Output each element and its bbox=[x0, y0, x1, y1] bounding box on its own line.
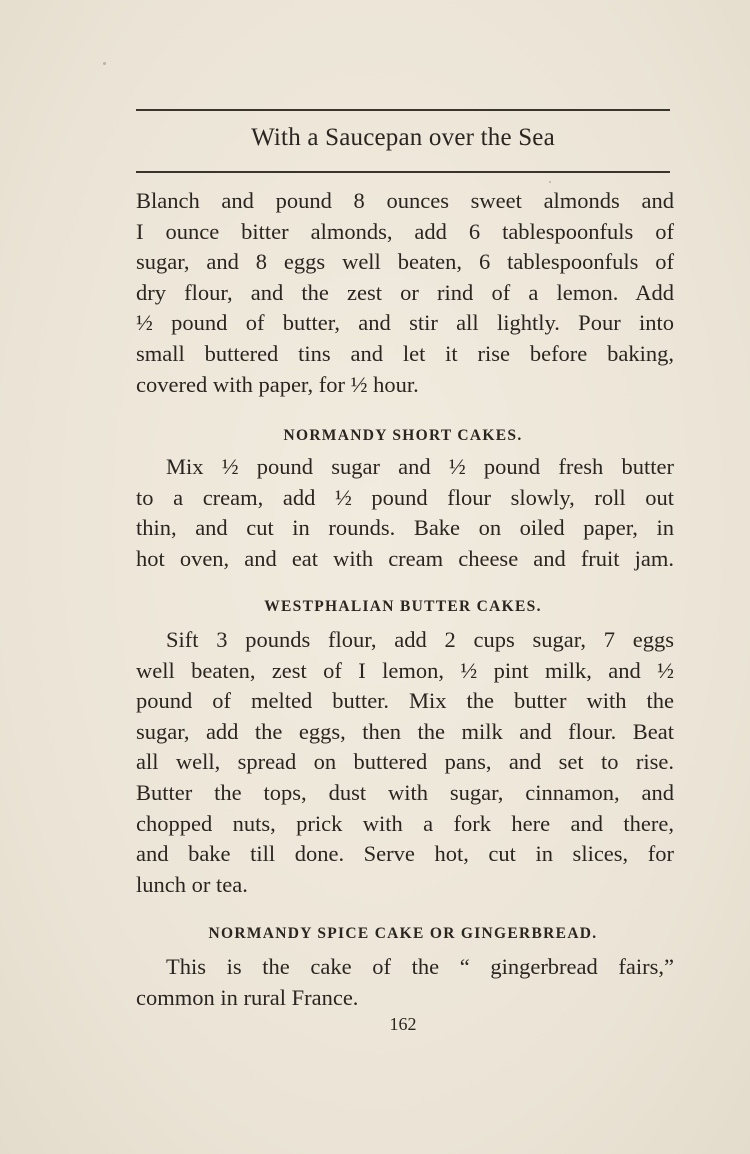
text-line: lunch or tea. bbox=[136, 871, 248, 897]
paper-speck bbox=[103, 62, 106, 65]
recipe-heading: WESTPHALIAN BUTTER CAKES. bbox=[264, 598, 542, 615]
text-line: dry flour, and the zest or rind of a lemon. Add bbox=[136, 279, 674, 305]
text-line: to a cream, add ½ pound flour slowly, roll out bbox=[136, 484, 674, 510]
text-line: ½ pound of butter, and stir all lightly. Pour into bbox=[136, 310, 674, 336]
header-rule-bottom bbox=[136, 171, 670, 173]
recipe-body bbox=[136, 952, 674, 1013]
text-line: pound of melted butter. Mix the butter with the bbox=[136, 688, 674, 714]
text-line: Mix ½ pound sugar and ½ pound fresh butter bbox=[166, 454, 674, 479]
text-line: thin, and cut in rounds. Bake on oiled paper, in bbox=[136, 515, 674, 541]
text-line: sugar, add the eggs, then the milk and flour. Beat bbox=[136, 718, 674, 744]
text-line: sugar, and 8 eggs well beaten, 6 tablespoonfuls of bbox=[136, 249, 674, 275]
intro-paragraph bbox=[136, 186, 674, 400]
text-line: small buttered tins and let it rise before baking, bbox=[136, 340, 674, 366]
header-rule-top bbox=[136, 109, 670, 111]
recipe-heading: NORMANDY SPICE CAKE OR GINGERBREAD. bbox=[208, 925, 598, 942]
text-line: I ounce bitter almonds, add 6 tablespoonfuls of bbox=[136, 218, 674, 244]
text-line: covered with paper, for ½ hour. bbox=[136, 371, 419, 397]
recipe-body bbox=[136, 625, 674, 900]
recipe-body bbox=[136, 452, 674, 574]
text-line: all well, spread on buttered pans, and set to rise. bbox=[136, 749, 674, 775]
text-line: This is the cake of the “ gingerbread fairs,” bbox=[166, 954, 674, 979]
text-line: and bake till done. Serve hot, cut in slices, for bbox=[136, 841, 674, 867]
text-line: common in rural France. bbox=[136, 984, 359, 1010]
running-head: With a Saucepan over the Sea bbox=[251, 124, 555, 151]
text-line: hot oven, and eat with cream cheese and fruit jam. bbox=[136, 545, 674, 571]
paper-speck bbox=[549, 181, 551, 183]
text-line: Butter the tops, dust with sugar, cinnamon, and bbox=[136, 779, 674, 805]
text-line: Sift 3 pounds flour, add 2 cups sugar, 7 eggs bbox=[166, 627, 674, 652]
text-line: well beaten, zest of I lemon, ½ pint milk, and ½ bbox=[136, 657, 674, 683]
page-number: 162 bbox=[389, 1014, 417, 1034]
text-line: chopped nuts, prick with a fork here and there, bbox=[136, 810, 674, 836]
recipe-heading: NORMANDY SHORT CAKES. bbox=[283, 427, 523, 444]
text-line: Blanch and pound 8 ounces sweet almonds and bbox=[136, 188, 674, 213]
